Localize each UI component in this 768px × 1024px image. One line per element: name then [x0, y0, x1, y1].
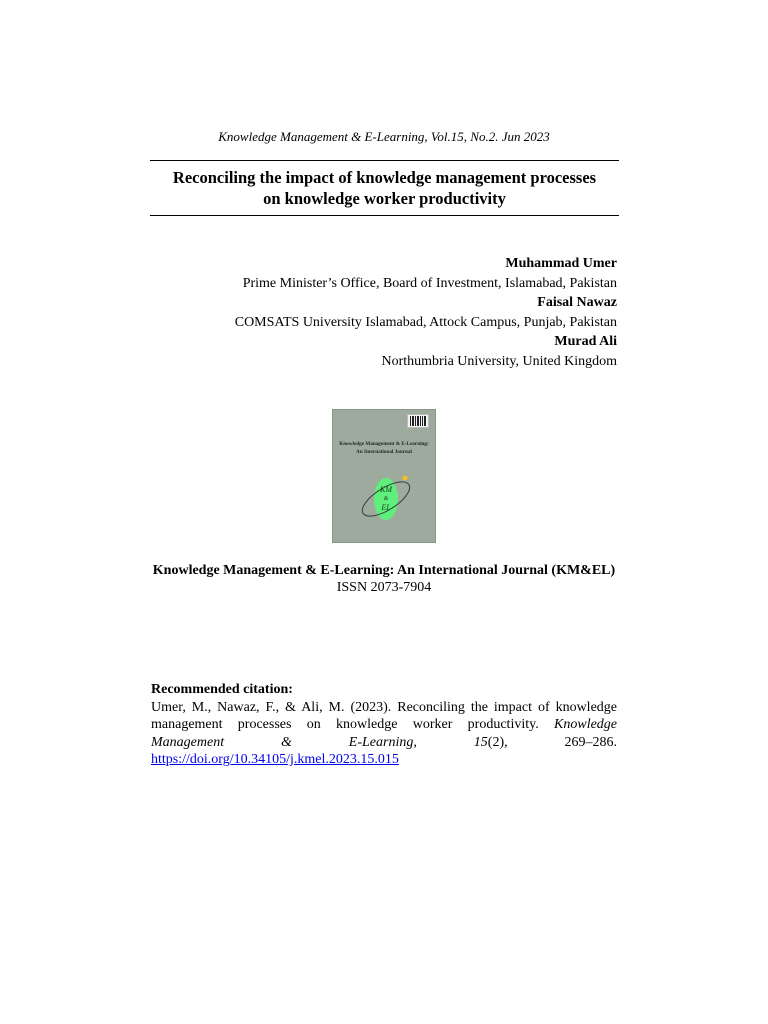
- logo-star: [403, 476, 408, 481]
- title-line-1: Reconciling the impact of knowledge management processes: [172, 168, 597, 187]
- logo-text-top: KM: [380, 485, 392, 494]
- paper-title: [150, 160, 619, 216]
- journal-cover-image: [332, 409, 436, 543]
- journal-name: Knowledge Management & E-Learning: An International Journal (KM&EL): [152, 563, 616, 578]
- kmel-logo-icon: [355, 468, 417, 526]
- running-head: Knowledge Management & E-Learning, Vol.15, No.2. Jun 2023: [218, 129, 550, 144]
- author-name: Murad Ali: [554, 334, 617, 349]
- barcode-icon: [407, 414, 429, 428]
- citation-reference: Umer, M., Nawaz, F., & Ali, M. (2023). Reconciling the impact of knowledge management processes on knowledge worker productivity.: [151, 699, 617, 732]
- title-line-2: on knowledge worker productivity: [263, 189, 506, 208]
- citation-text: [151, 699, 617, 752]
- cover-title: [333, 440, 435, 456]
- author-name: Muhammad Umer: [505, 256, 617, 271]
- author-affiliation: Prime Minister’s Office, Board of Investment, Islamabad, Pakistan: [242, 275, 617, 291]
- cover-title-line-1: Knowledge Management & E-Learning:: [339, 441, 429, 447]
- citation-volume: 15: [473, 734, 488, 750]
- logo-text-mid: &: [383, 496, 389, 502]
- doi-link[interactable]: https://doi.org/10.34105/j.kmel.2023.15.015: [151, 752, 399, 767]
- author-affiliation: COMSATS University Islamabad, Attock Campus, Punjab, Pakistan: [234, 314, 617, 330]
- citation-heading: Recommended citation:: [151, 682, 293, 697]
- author-list: [57, 254, 617, 371]
- citation-journal: Knowledge Management & E-Learning,: [151, 717, 618, 750]
- cover-title-line-2: An International Journal: [356, 449, 412, 455]
- journal-issn: ISSN 2073-7904: [336, 580, 432, 595]
- citation-issue-pages: (2), 269–286.: [487, 734, 618, 750]
- logo-text-bottom: EL: [381, 503, 391, 512]
- recommended-citation: [151, 681, 617, 769]
- author-name: Faisal Nawaz: [537, 295, 617, 310]
- author-affiliation: Northumbria University, United Kingdom: [381, 353, 617, 369]
